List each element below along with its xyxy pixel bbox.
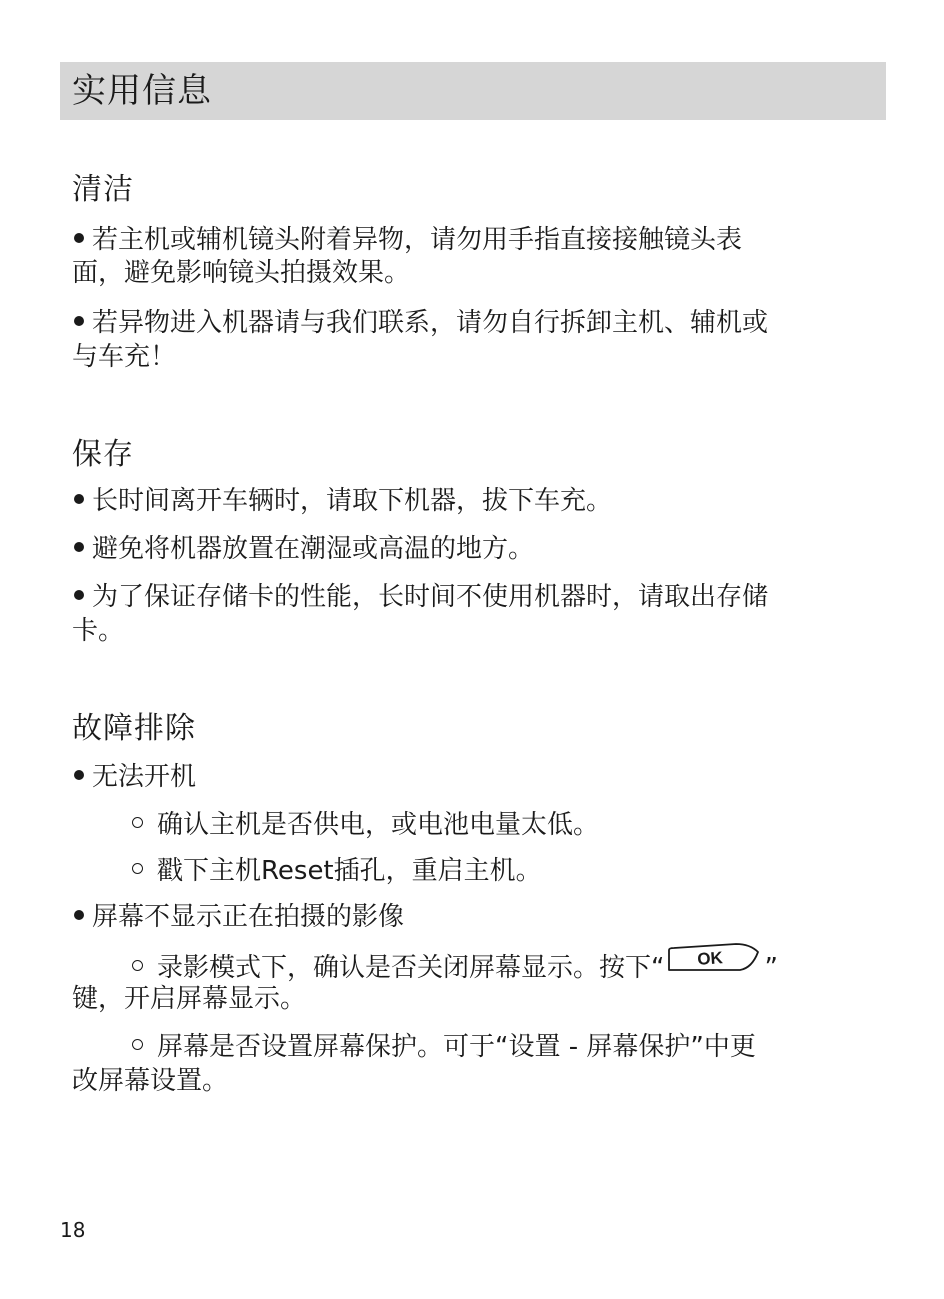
storage-item-3 (74, 582, 768, 612)
cleaning-item-1-text: 若主机或辅机镜头附着异物，请勿用手指直接接触镜头表 (92, 225, 743, 255)
troubleshooting-item-1-sub-1 (132, 810, 599, 840)
cleaning-item-2 (74, 308, 768, 338)
troubleshooting-item-1-text: 无法开机 (92, 762, 197, 792)
page-number: 18 (60, 1218, 86, 1242)
ok-key-svg (666, 942, 762, 972)
troubleshooting-item-1-sub-2-text: 戳下主机Reset插孔，重启主机。 (157, 856, 542, 886)
troubleshooting-item-2-sub-1-text: 录影模式下，确认是否关闭屏幕显示。按下“ (157, 953, 665, 983)
circle-bullet-icon (132, 863, 143, 874)
troubleshooting-item-1 (74, 762, 196, 792)
header-bar (60, 62, 886, 120)
bullet-icon (74, 494, 84, 504)
bullet-icon (74, 316, 84, 326)
page-title: 实用信息 (72, 71, 212, 111)
troubleshooting-item-2-sub-2 (132, 1032, 756, 1062)
troubleshooting-item-2-sub-2-cont: 改屏幕设置。 (72, 1066, 229, 1096)
section-title-troubleshooting: 故障排除 (72, 711, 196, 746)
bullet-icon (74, 542, 84, 552)
troubleshooting-item-2-sub-1-cont: 键，开启屏幕显示。 (72, 984, 307, 1014)
section-title-storage: 保存 (72, 437, 134, 472)
storage-item-3-text: 为了保证存储卡的性能，长时间不使用机器时，请取出存储 (92, 582, 769, 612)
storage-item-3-cont: 卡。 (72, 616, 125, 646)
storage-item-2 (74, 534, 534, 564)
circle-bullet-icon (132, 817, 143, 828)
troubleshooting-item-1-sub-1-text: 确认主机是否供电，或电池电量太低。 (157, 810, 600, 840)
circle-bullet-icon (132, 960, 143, 971)
bullet-icon (74, 770, 84, 780)
bullet-icon (74, 590, 84, 600)
storage-item-1 (74, 486, 612, 516)
troubleshooting-item-2-text: 屏幕不显示正在拍摄的影像 (92, 902, 405, 932)
troubleshooting-item-2-sub-1-close: ” (764, 953, 778, 983)
circle-bullet-icon (132, 1039, 143, 1050)
cleaning-item-1 (74, 225, 742, 255)
storage-item-1-text: 长时间离开车辆时，请取下机器，拔下车充。 (92, 486, 613, 516)
troubleshooting-item-2 (74, 902, 404, 932)
cleaning-item-2-cont: 与车充！ (72, 342, 177, 372)
ok-key-label: OK (697, 948, 724, 969)
section-title-cleaning: 清洁 (72, 172, 134, 207)
ok-key-icon (666, 942, 762, 979)
troubleshooting-item-2-sub-1 (132, 950, 778, 987)
troubleshooting-item-1-sub-2 (132, 856, 542, 886)
cleaning-item-1-cont: 面，避免影响镜头拍摄效果。 (72, 258, 411, 288)
storage-item-2-text: 避免将机器放置在潮湿或高温的地方。 (92, 534, 535, 564)
cleaning-item-2-text: 若异物进入机器请与我们联系，请勿自行拆卸主机、辅机或 (92, 308, 769, 338)
bullet-icon (74, 233, 84, 243)
troubleshooting-item-2-sub-2-text: 屏幕是否设置屏幕保护。可于“设置 - 屏幕保护”中更 (157, 1032, 756, 1062)
bullet-icon (74, 910, 84, 920)
